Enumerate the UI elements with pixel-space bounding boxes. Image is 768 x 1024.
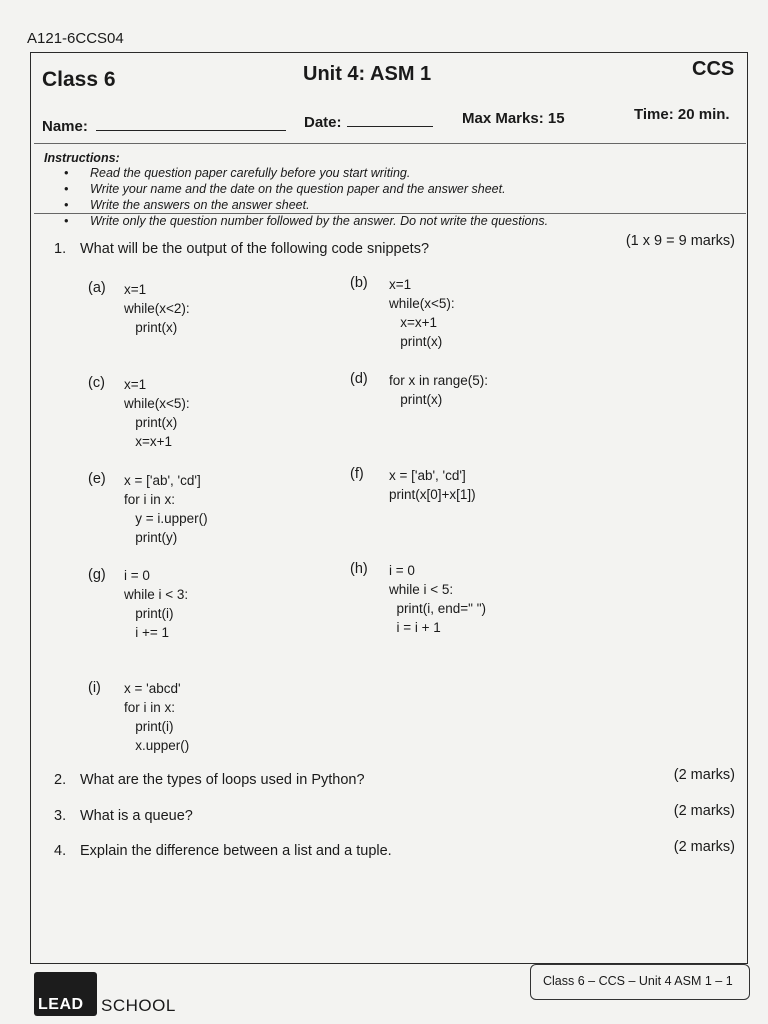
name-field-line <box>96 130 286 131</box>
snippet-d-code: for x in range(5): print(x) <box>389 373 489 407</box>
instructions-top-rule <box>34 143 746 144</box>
snippet-f-label: (f) <box>350 466 364 482</box>
question-3: 3. What is a queue? <box>54 808 193 824</box>
instructions-bottom-rule <box>34 213 746 214</box>
logo-lead-text: LEAD <box>38 996 84 1013</box>
snippet-g-code: i = 0 while i < 3: print(i) i += 1 <box>124 568 189 640</box>
date-field-line <box>347 126 433 127</box>
snippet-i-code: x = 'abcd' for i in x: print(i) x.upper() <box>124 681 190 753</box>
class-title: Class 6 <box>42 68 116 91</box>
instructions-list <box>64 165 548 229</box>
snippet-c-label: (c) <box>88 375 105 391</box>
snippet-d-label: (d) <box>350 371 368 387</box>
snippet-h-label: (h) <box>350 561 368 577</box>
question-2: 2. What are the types of loops used in Python? <box>54 772 365 788</box>
snippet-c-code: x=1 while(x<5): print(x) x=x+1 <box>124 377 190 449</box>
instruction-item: • Write the answers on the answer sheet. <box>64 198 310 212</box>
unit-title: Unit 4: ASM 1 <box>303 63 432 85</box>
snippet-f-code: x = ['ab', 'cd'] print(x[0]+x[1]) <box>389 468 476 502</box>
bullet-icon: • <box>64 214 69 228</box>
subject-title: CCS <box>692 58 735 80</box>
date-label: Date: <box>304 114 342 131</box>
snippet-h-code: i = 0 while i < 5: print(i, end=" ") i = i + 1 <box>389 563 486 635</box>
max-marks: Max Marks: 15 <box>462 110 565 127</box>
question-2-marks: (2 marks) <box>673 767 735 783</box>
instruction-item: • Write only the question number followed by the answer. Do not write the questions. <box>64 214 549 228</box>
snippet-b-code: x=1 while(x<5): x=x+1 print(x) <box>389 277 455 349</box>
question-4-marks: (2 marks) <box>673 839 735 855</box>
snippet-e-label: (e) <box>88 471 106 487</box>
question-1-marks: (1 x 9 = 9 marks) <box>625 233 735 249</box>
bullet-icon: • <box>64 166 69 180</box>
question-3-marks: (2 marks) <box>673 803 735 819</box>
snippet-a-code: x=1 while(x<2): print(x) <box>124 282 190 335</box>
name-label: Name: <box>42 118 88 135</box>
bullet-icon: • <box>64 182 69 196</box>
snippet-i-label: (i) <box>88 680 101 696</box>
logo-school-text: SCHOOL <box>101 996 176 1015</box>
snippet-e-code: x = ['ab', 'cd'] for i in x: y = i.upper() print(y) <box>124 473 208 545</box>
instruction-item: • Read the question paper carefully before you start writing. <box>64 166 411 180</box>
snippet-g-label: (g) <box>88 567 106 583</box>
question-4: 4. Explain the difference between a list and a tuple. <box>54 843 392 859</box>
document-code: A121-6CCS04 <box>27 30 124 47</box>
bullet-icon: • <box>64 198 69 212</box>
page-footer-label: Class 6 – CCS – Unit 4 ASM 1 – 1 <box>530 964 750 1000</box>
instructions-title: Instructions: <box>44 151 120 165</box>
snippet-a-label: (a) <box>88 280 106 296</box>
instruction-item: • Write your name and the date on the question paper and the answer sheet. <box>64 182 506 196</box>
time-limit: Time: 20 min. <box>634 106 730 123</box>
snippet-b-label: (b) <box>350 275 368 291</box>
question-1: 1. What will be the output of the following code snippets? <box>54 241 430 257</box>
